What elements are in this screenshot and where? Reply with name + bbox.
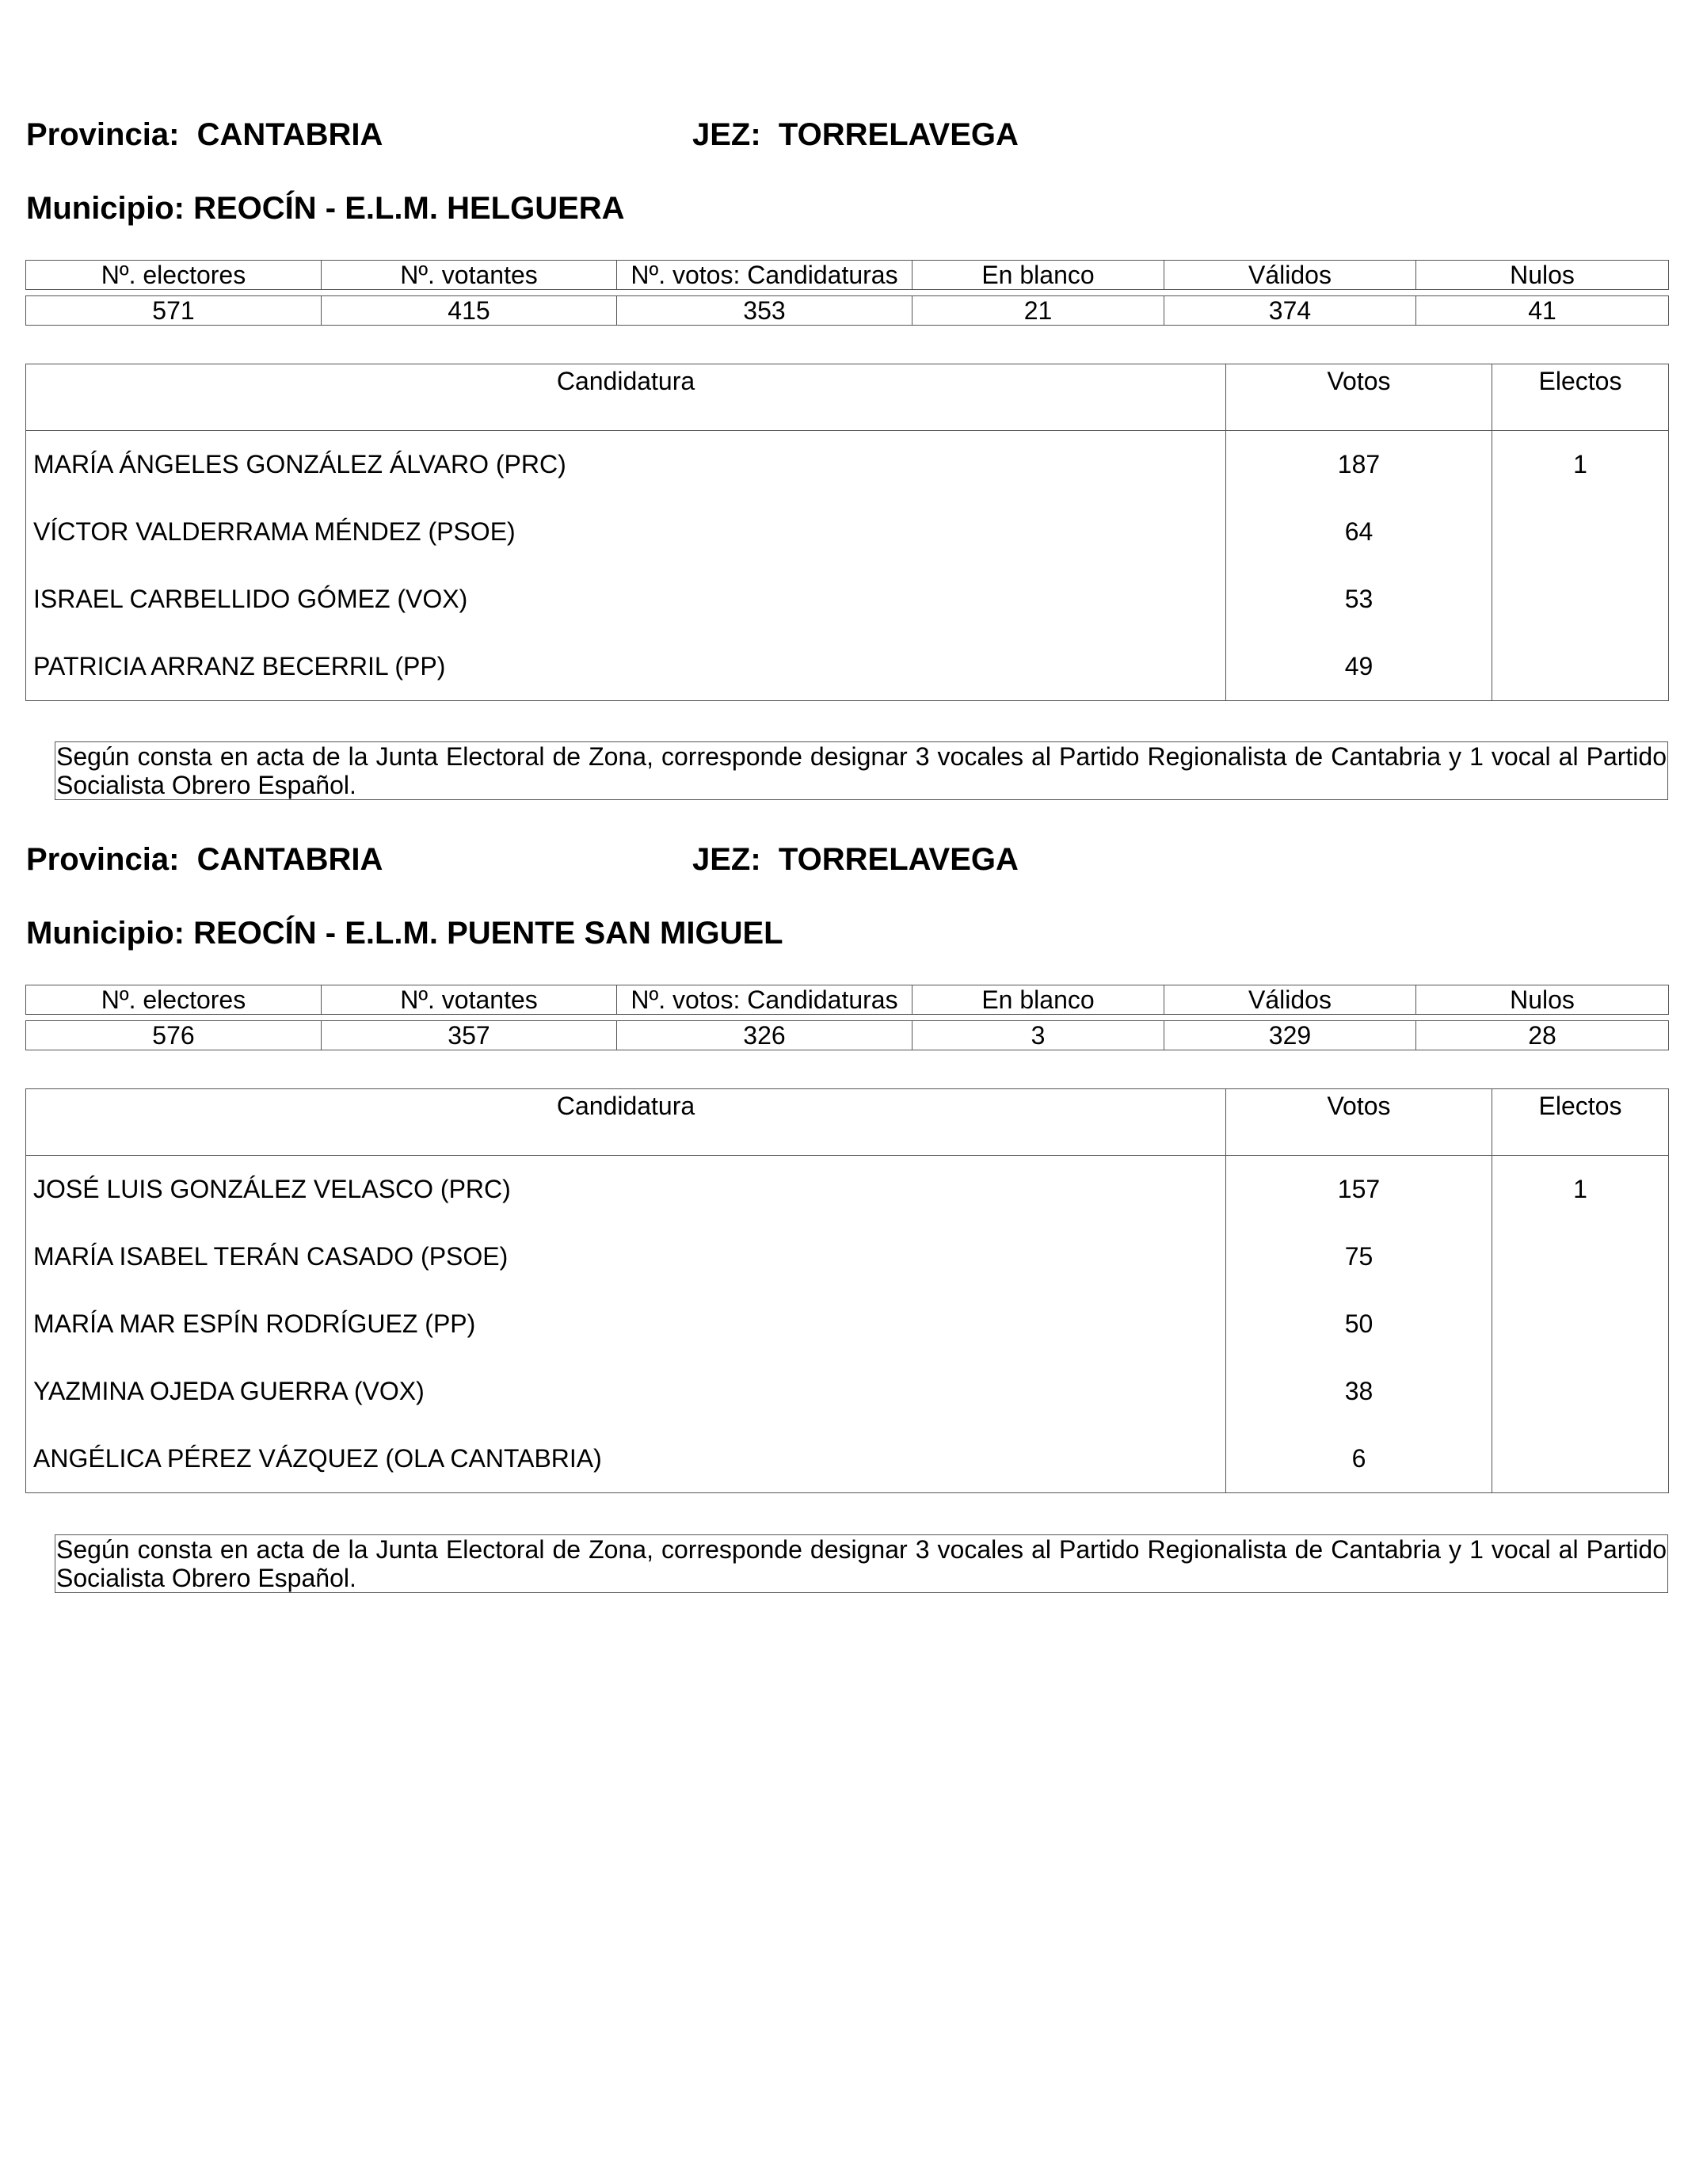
- stats-header-row: [26, 261, 1669, 290]
- jez-label: JEZ:: [692, 842, 761, 877]
- candidate-electos: [1492, 566, 1669, 633]
- candidate-votos: 64: [1226, 498, 1492, 566]
- stats-value-cell: 28: [1416, 1021, 1669, 1050]
- municipio-value: REOCÍN - E.L.M. HELGUERA: [193, 191, 625, 226]
- stats-header-row: [26, 985, 1669, 1015]
- stats-header-cell: Nº. electores: [26, 985, 322, 1015]
- candidate-row: [26, 1290, 1669, 1358]
- provincia-value: CANTABRIA: [196, 117, 383, 152]
- candidates-table: [25, 1088, 1669, 1493]
- candidate-electos: [1492, 1425, 1669, 1493]
- candidate-row: [26, 431, 1669, 499]
- candidate-name: PATRICIA ARRANZ BECERRIL (PP): [26, 633, 1226, 701]
- provincia-label: Provincia:: [26, 842, 180, 877]
- stats-value-cell: 374: [1164, 296, 1416, 326]
- stats-value-cell: 357: [322, 1021, 617, 1050]
- provincia-label: Provincia:: [26, 117, 180, 152]
- stats-header-cell: Nulos: [1416, 261, 1669, 290]
- designation-note: Según consta en acta de la Junta Electoral de Zona, corresponde designar 3 vocales al Partido Regionalista de Cantabria y 1 vocal al Partido Socialista Obrero Español.: [56, 1535, 1667, 1592]
- designation-note: Según consta en acta de la Junta Electoral de Zona, corresponde designar 3 vocales al Partido Regionalista de Cantabria y 1 vocal al Partido Socialista Obrero Español.: [56, 742, 1667, 799]
- candidate-row: [26, 566, 1669, 633]
- stats-spacer: [26, 290, 1669, 296]
- candidate-votos: 50: [1226, 1290, 1492, 1358]
- stats-header-cell: Nulos: [1416, 985, 1669, 1015]
- candidate-row: [26, 1358, 1669, 1425]
- candidate-row: [26, 1156, 1669, 1224]
- stats-value-cell: 326: [617, 1021, 912, 1050]
- jez-value: TORRELAVEGA: [778, 842, 1019, 877]
- stats-value-row: [26, 1021, 1669, 1050]
- candidate-votos: 6: [1226, 1425, 1492, 1493]
- candidate-votos: 49: [1226, 633, 1492, 701]
- provincia-value: CANTABRIA: [196, 842, 383, 877]
- candidate-name: MARÍA ÁNGELES GONZÁLEZ ÁLVARO (PRC): [26, 431, 1226, 499]
- candidate-votos: 75: [1226, 1223, 1492, 1290]
- stats-value-cell: 3: [912, 1021, 1164, 1050]
- stats-header-cell: Nº. votos: Candidaturas: [617, 261, 912, 290]
- candidate-electos: [1492, 1223, 1669, 1290]
- section-helguera: [0, 0, 1684, 799]
- candidates-table: [25, 364, 1669, 701]
- candidate-votos: 38: [1226, 1358, 1492, 1425]
- candidate-votos: 187: [1226, 431, 1492, 499]
- candidate-name: VÍCTOR VALDERRAMA MÉNDEZ (PSOE): [26, 498, 1226, 566]
- candidate-electos: [1492, 1290, 1669, 1358]
- candidate-electos: [1492, 633, 1669, 701]
- candidate-electos: 1: [1492, 1156, 1669, 1224]
- candidate-name: ANGÉLICA PÉREZ VÁZQUEZ (OLA CANTABRIA): [26, 1425, 1226, 1493]
- stats-header-cell: Válidos: [1164, 985, 1416, 1015]
- stats-header-cell: Nº. votos: Candidaturas: [617, 985, 912, 1015]
- candidate-row: [26, 1223, 1669, 1290]
- candidate-votos: 157: [1226, 1156, 1492, 1224]
- candidates-header-row: [26, 1089, 1669, 1156]
- stats-value-cell: 21: [912, 296, 1164, 326]
- electos-header: Electos: [1492, 1089, 1669, 1156]
- jez-heading: [692, 119, 1019, 151]
- stats-value-cell: 329: [1164, 1021, 1416, 1050]
- candidate-name: YAZMINA OJEDA GUERRA (VOX): [26, 1358, 1226, 1425]
- candidate-row: [26, 633, 1669, 701]
- candidate-electos: 1: [1492, 431, 1669, 499]
- stats-value-cell: 576: [26, 1021, 322, 1050]
- provincia-heading: [26, 119, 383, 151]
- stats-value-cell: 41: [1416, 296, 1669, 326]
- stats-spacer: [26, 1015, 1669, 1021]
- votos-header: Votos: [1226, 364, 1492, 431]
- municipio-heading: [26, 917, 783, 949]
- stats-header-cell: En blanco: [912, 985, 1164, 1015]
- electos-header: Electos: [1492, 364, 1669, 431]
- stats-value-cell: 571: [26, 296, 322, 326]
- stats-value-cell: 353: [617, 296, 912, 326]
- stats-table: [25, 985, 1669, 1050]
- candidatura-header: Candidatura: [26, 1089, 1226, 1156]
- candidate-name: ISRAEL CARBELLIDO GÓMEZ (VOX): [26, 566, 1226, 633]
- stats-header-cell: Nº. votantes: [322, 985, 617, 1015]
- stats-header-cell: Nº. votantes: [322, 261, 617, 290]
- municipio-heading: [26, 192, 625, 224]
- candidate-name: MARÍA MAR ESPÍN RODRÍGUEZ (PP): [26, 1290, 1226, 1358]
- jez-heading: [692, 844, 1019, 875]
- municipio-value: REOCÍN - E.L.M. PUENTE SAN MIGUEL: [193, 916, 783, 951]
- jez-label: JEZ:: [692, 117, 761, 152]
- stats-header-cell: Nº. electores: [26, 261, 322, 290]
- section-puente-san-miguel: [0, 725, 1684, 1592]
- votos-header: Votos: [1226, 1089, 1492, 1156]
- candidate-name: JOSÉ LUIS GONZÁLEZ VELASCO (PRC): [26, 1156, 1226, 1224]
- candidate-electos: [1492, 1358, 1669, 1425]
- stats-header-cell: En blanco: [912, 261, 1164, 290]
- candidate-row: [26, 1425, 1669, 1493]
- stats-value-row: [26, 296, 1669, 326]
- municipio-label: Municipio:: [26, 916, 185, 951]
- jez-value: TORRELAVEGA: [778, 117, 1019, 152]
- candidate-name: MARÍA ISABEL TERÁN CASADO (PSOE): [26, 1223, 1226, 1290]
- stats-table: [25, 260, 1669, 326]
- candidate-votos: 53: [1226, 566, 1492, 633]
- candidates-header-row: [26, 364, 1669, 431]
- stats-value-cell: 415: [322, 296, 617, 326]
- municipio-label: Municipio:: [26, 191, 185, 226]
- provincia-heading: [26, 844, 383, 875]
- candidate-row: [26, 498, 1669, 566]
- candidate-electos: [1492, 498, 1669, 566]
- candidatura-header: Candidatura: [26, 364, 1226, 431]
- stats-header-cell: Válidos: [1164, 261, 1416, 290]
